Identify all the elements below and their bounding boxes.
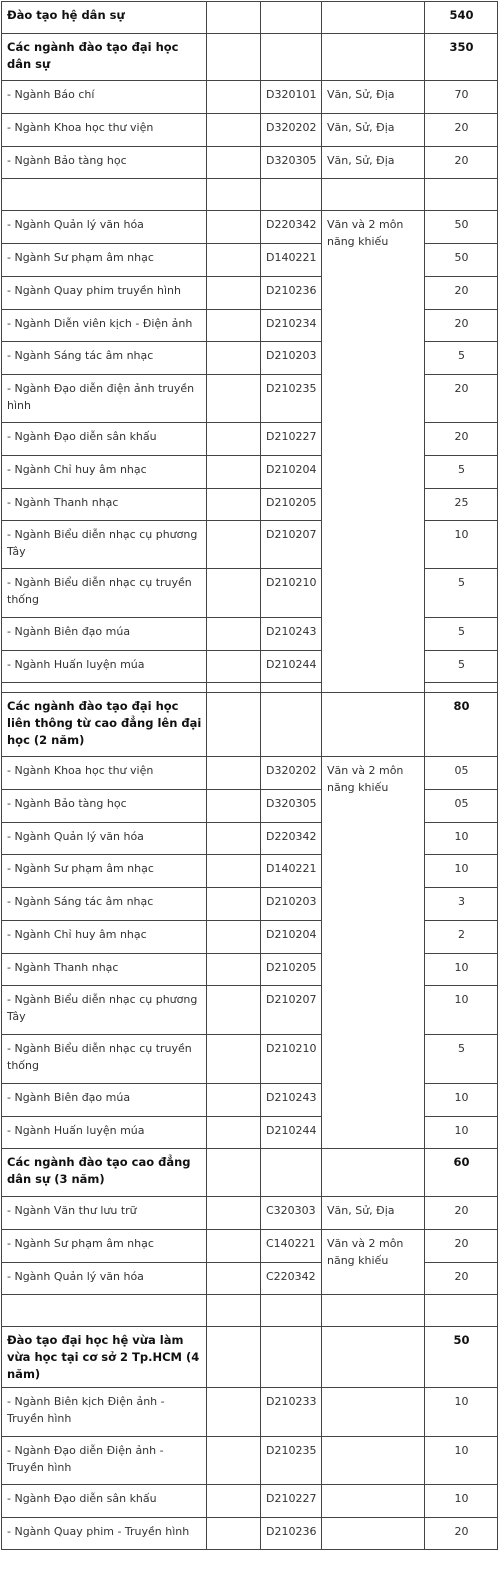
empty-cell: [207, 651, 261, 683]
program-name-cell: Các ngành đào tạo đại học liên thông từ cao đẳng lên đại học (2 năm): [2, 693, 207, 757]
quota-cell: 80: [425, 693, 498, 757]
program-code-cell: D140221: [261, 855, 322, 888]
quota-cell: 10: [425, 1117, 498, 1149]
program-name-cell: - Ngành Bảo tàng học: [2, 790, 207, 823]
empty-cell: [207, 114, 261, 147]
quota-cell: 5: [425, 569, 498, 618]
empty-cell: [207, 1263, 261, 1295]
program-code-cell: D210207: [261, 986, 322, 1035]
table-row: [2, 81, 498, 114]
program-name-cell: Các ngành đào tạo cao đẳng dân sự (3 năm): [2, 1149, 207, 1197]
program-name-cell: Đào tạo hệ dân sự: [2, 2, 207, 34]
quota-cell: 70: [425, 81, 498, 114]
table-row: [2, 114, 498, 147]
quota-cell: 50: [425, 1327, 498, 1388]
program-code-cell: [261, 34, 322, 81]
quota-cell: 20: [425, 277, 498, 310]
subjects-cell: [322, 34, 425, 81]
program-code-cell: C320303: [261, 1197, 322, 1230]
empty-cell: [207, 1149, 261, 1197]
quota-cell: 05: [425, 757, 498, 790]
program-name-cell: - Ngành Sư phạm âm nhạc: [2, 244, 207, 277]
program-name-cell: - Ngành Huấn luyện múa: [2, 1117, 207, 1149]
quota-cell: 10: [425, 986, 498, 1035]
empty-cell: [207, 1518, 261, 1550]
program-code-cell: D320101: [261, 81, 322, 114]
empty-cell: [207, 757, 261, 790]
empty-cell: [207, 1035, 261, 1084]
quota-cell: 20: [425, 1518, 498, 1550]
program-code-cell: D210203: [261, 342, 322, 375]
empty-cell: [207, 618, 261, 651]
program-code-cell: [261, 1327, 322, 1388]
quota-cell: 20: [425, 310, 498, 342]
program-code-cell: D210204: [261, 921, 322, 954]
empty-cell: [207, 1295, 261, 1327]
table-row: [2, 1518, 498, 1550]
quota-cell: 350: [425, 34, 498, 81]
program-code-cell: D210233: [261, 1388, 322, 1437]
program-code-cell: D210234: [261, 310, 322, 342]
quota-cell: 20: [425, 423, 498, 456]
program-code-cell: D210210: [261, 569, 322, 618]
quota-cell: 10: [425, 521, 498, 569]
program-code-cell: D210243: [261, 618, 322, 651]
subjects-cell: [322, 1485, 425, 1518]
subjects-cell: [322, 179, 425, 211]
quota-cell: 50: [425, 244, 498, 277]
section-header-row: [2, 34, 498, 81]
program-code-cell: D210227: [261, 1485, 322, 1518]
program-name-cell: Các ngành đào tạo đại học dân sự: [2, 34, 207, 81]
empty-cell: [207, 456, 261, 489]
quota-cell: 25: [425, 489, 498, 521]
empty-cell: [207, 1388, 261, 1437]
empty-cell: [207, 342, 261, 375]
section-header-row: [2, 1149, 498, 1197]
program-name-cell: - Ngành Biên kịch Điện ảnh - Truyền hình: [2, 1388, 207, 1437]
quota-cell: 20: [425, 1263, 498, 1295]
program-code-cell: D210205: [261, 954, 322, 986]
subjects-cell: Văn, Sử, Địa: [322, 81, 425, 114]
program-name-cell: - Ngành Huấn luyện múa: [2, 651, 207, 683]
empty-cell: [207, 683, 261, 693]
empty-cell: [207, 310, 261, 342]
program-code-cell: D220342: [261, 823, 322, 855]
table-row: [2, 1230, 498, 1263]
program-name-cell: - Ngành Quản lý văn hóa: [2, 1263, 207, 1295]
program-name-cell: - Ngành Quay phim - Truyền hình: [2, 1518, 207, 1550]
table-row: [2, 757, 498, 790]
quota-cell: 5: [425, 456, 498, 489]
empty-cell: [207, 1485, 261, 1518]
program-name-cell: [2, 179, 207, 211]
program-name-cell: - Ngành Bảo tàng học: [2, 147, 207, 179]
subjects-cell: Văn, Sử, Địa: [322, 1197, 425, 1230]
program-code-cell: C140221: [261, 1230, 322, 1263]
program-code-cell: [261, 179, 322, 211]
program-code-cell: D210205: [261, 489, 322, 521]
program-code-cell: D210207: [261, 521, 322, 569]
program-code-cell: D220342: [261, 211, 322, 244]
quota-cell: [425, 683, 498, 693]
quota-cell: 10: [425, 1437, 498, 1485]
program-name-cell: - Ngành Đạo diễn điện ảnh truyền hình: [2, 375, 207, 423]
program-code-cell: D210244: [261, 651, 322, 683]
program-name-cell: - Ngành Thanh nhạc: [2, 489, 207, 521]
subjects-cell: [322, 1518, 425, 1550]
quota-cell: 2: [425, 921, 498, 954]
empty-cell: [207, 790, 261, 823]
subjects-cell: Văn và 2 môn năng khiếu: [322, 1230, 425, 1295]
quota-cell: 10: [425, 823, 498, 855]
program-code-cell: D320305: [261, 147, 322, 179]
program-code-cell: [261, 1149, 322, 1197]
quota-cell: 10: [425, 1084, 498, 1117]
program-name-cell: - Ngành Biểu diễn nhạc cụ phương Tây: [2, 986, 207, 1035]
quota-cell: [425, 179, 498, 211]
subjects-cell: Văn, Sử, Địa: [322, 147, 425, 179]
empty-cell: [207, 954, 261, 986]
subjects-cell: Văn, Sử, Địa: [322, 114, 425, 147]
table-row: [2, 147, 498, 179]
program-name-cell: - Ngành Biểu diễn nhạc cụ phương Tây: [2, 521, 207, 569]
quota-cell: 540: [425, 2, 498, 34]
program-name-cell: - Ngành Đạo diễn Điện ảnh - Truyền hình: [2, 1437, 207, 1485]
subjects-cell: [322, 1149, 425, 1197]
program-name-cell: - Ngành Biểu diễn nhạc cụ truyền thống: [2, 569, 207, 618]
empty-cell: [207, 34, 261, 81]
program-name-cell: Đào tạo đại học hệ vừa làm vừa học tại cơ sở 2 Tp.HCM (4 năm): [2, 1327, 207, 1388]
program-code-cell: D320202: [261, 757, 322, 790]
empty-cell: [207, 375, 261, 423]
empty-cell: [207, 211, 261, 244]
table-row: [2, 1485, 498, 1518]
program-code-cell: D210210: [261, 1035, 322, 1084]
subjects-cell: [322, 1437, 425, 1485]
empty-cell: [207, 1437, 261, 1485]
quota-cell: 10: [425, 855, 498, 888]
quota-cell: 10: [425, 1485, 498, 1518]
program-code-cell: D210236: [261, 277, 322, 310]
quota-cell: [425, 1295, 498, 1327]
admissions-table: [1, 1, 498, 1550]
empty-cell: [207, 179, 261, 211]
program-code-cell: D320202: [261, 114, 322, 147]
subjects-cell: [322, 1295, 425, 1327]
program-name-cell: - Ngành Thanh nhạc: [2, 954, 207, 986]
subjects-cell: [322, 1327, 425, 1388]
empty-cell: [207, 1084, 261, 1117]
table-row: [2, 1437, 498, 1485]
quota-cell: 5: [425, 618, 498, 651]
quota-cell: 10: [425, 954, 498, 986]
program-code-cell: D210203: [261, 888, 322, 921]
section-header-row: [2, 693, 498, 757]
quota-cell: 20: [425, 1230, 498, 1263]
quota-cell: 20: [425, 375, 498, 423]
program-code-cell: D210243: [261, 1084, 322, 1117]
program-name-cell: - Ngành Chỉ huy âm nhạc: [2, 921, 207, 954]
table-body: [2, 2, 498, 1550]
program-code-cell: [261, 1295, 322, 1327]
subjects-cell: [322, 1388, 425, 1437]
subjects-cell: [322, 693, 425, 757]
empty-cell: [207, 569, 261, 618]
quota-cell: 60: [425, 1149, 498, 1197]
section-header-row: [2, 2, 498, 34]
quota-cell: 10: [425, 1388, 498, 1437]
program-code-cell: [261, 2, 322, 34]
empty-cell: [207, 423, 261, 456]
program-code-cell: D210204: [261, 456, 322, 489]
empty-cell: [207, 1197, 261, 1230]
section-header-row: [2, 1327, 498, 1388]
program-code-cell: D140221: [261, 244, 322, 277]
empty-cell: [207, 1230, 261, 1263]
empty-cell: [207, 277, 261, 310]
subjects-cell: Văn và 2 môn năng khiếu: [322, 757, 425, 1149]
blank-row: [2, 1295, 498, 1327]
program-name-cell: - Ngành Đạo diễn sân khấu: [2, 1485, 207, 1518]
quota-cell: 5: [425, 342, 498, 375]
blank-row: [2, 179, 498, 211]
program-name-cell: - Ngành Biên đạo múa: [2, 1084, 207, 1117]
subjects-cell: Văn và 2 môn năng khiếu: [322, 211, 425, 693]
program-name-cell: - Ngành Quản lý văn hóa: [2, 211, 207, 244]
program-code-cell: C220342: [261, 1263, 322, 1295]
empty-cell: [207, 693, 261, 757]
program-code-cell: D210244: [261, 1117, 322, 1149]
program-name-cell: - Ngành Đạo diễn sân khấu: [2, 423, 207, 456]
empty-cell: [207, 521, 261, 569]
program-name-cell: - Ngành Chỉ huy âm nhạc: [2, 456, 207, 489]
program-name-cell: [2, 683, 207, 693]
empty-cell: [207, 1117, 261, 1149]
quota-cell: 50: [425, 211, 498, 244]
program-name-cell: - Ngành Sáng tác âm nhạc: [2, 342, 207, 375]
program-name-cell: - Ngành Khoa học thư viện: [2, 757, 207, 790]
quota-cell: 5: [425, 1035, 498, 1084]
program-name-cell: - Ngành Sư phạm âm nhạc: [2, 855, 207, 888]
empty-cell: [207, 147, 261, 179]
empty-cell: [207, 921, 261, 954]
program-code-cell: [261, 693, 322, 757]
subjects-cell: [322, 2, 425, 34]
table-row: [2, 1197, 498, 1230]
program-name-cell: - Ngành Diễn viên kịch - Điện ảnh: [2, 310, 207, 342]
program-name-cell: - Ngành Sư phạm âm nhạc: [2, 1230, 207, 1263]
program-name-cell: - Ngành Báo chí: [2, 81, 207, 114]
program-name-cell: - Ngành Khoa học thư viện: [2, 114, 207, 147]
program-code-cell: D210227: [261, 423, 322, 456]
empty-cell: [207, 489, 261, 521]
program-code-cell: [261, 683, 322, 693]
empty-cell: [207, 888, 261, 921]
program-code-cell: D210235: [261, 375, 322, 423]
program-name-cell: - Ngành Quay phim truyền hình: [2, 277, 207, 310]
table-row: [2, 1388, 498, 1437]
quota-cell: 05: [425, 790, 498, 823]
quota-cell: 5: [425, 651, 498, 683]
table-row: [2, 211, 498, 244]
program-code-cell: D320305: [261, 790, 322, 823]
program-name-cell: [2, 1295, 207, 1327]
program-name-cell: - Ngành Văn thư lưu trữ: [2, 1197, 207, 1230]
quota-cell: 20: [425, 114, 498, 147]
quota-cell: 3: [425, 888, 498, 921]
empty-cell: [207, 986, 261, 1035]
program-name-cell: - Ngành Sáng tác âm nhạc: [2, 888, 207, 921]
empty-cell: [207, 244, 261, 277]
empty-cell: [207, 855, 261, 888]
program-code-cell: D210235: [261, 1437, 322, 1485]
quota-cell: 20: [425, 1197, 498, 1230]
program-name-cell: - Ngành Quản lý văn hóa: [2, 823, 207, 855]
empty-cell: [207, 81, 261, 114]
quota-cell: 20: [425, 147, 498, 179]
program-name-cell: - Ngành Biên đạo múa: [2, 618, 207, 651]
empty-cell: [207, 2, 261, 34]
program-name-cell: - Ngành Biểu diễn nhạc cụ truyền thống: [2, 1035, 207, 1084]
empty-cell: [207, 1327, 261, 1388]
empty-cell: [207, 823, 261, 855]
program-code-cell: D210236: [261, 1518, 322, 1550]
